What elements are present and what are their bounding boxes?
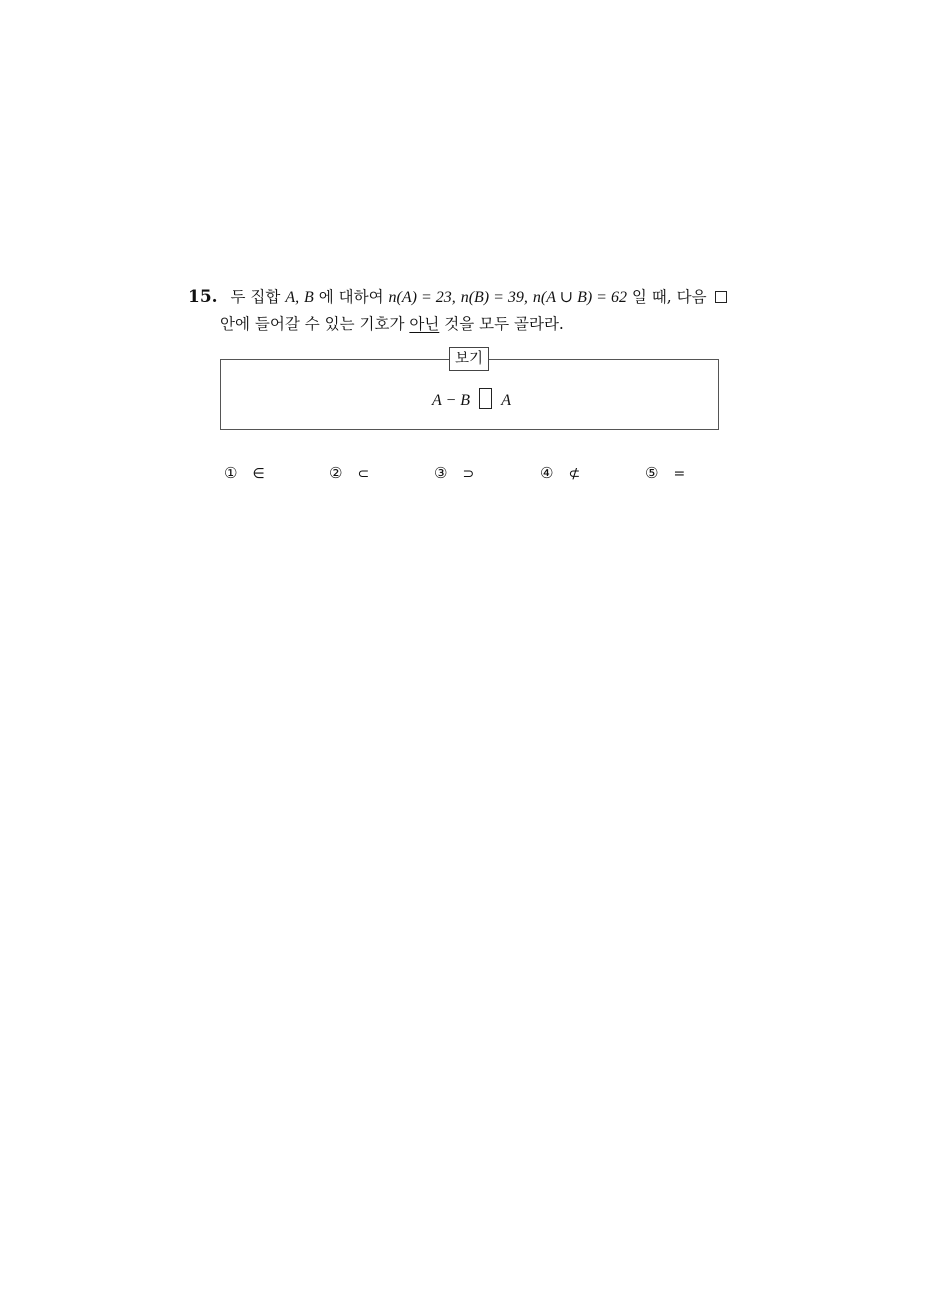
underlined-word: 아닌 — [409, 315, 440, 333]
choice-1[interactable] — [224, 461, 265, 486]
expression-right: A — [501, 392, 512, 409]
choice-number: ② — [329, 464, 343, 482]
question-text-start: 두 집합 — [230, 288, 281, 306]
n-b-equation: n(B) = 39, — [460, 289, 528, 306]
choice-4[interactable] — [540, 461, 580, 486]
choice-symbol: ∈ — [252, 466, 265, 482]
question-text-when: 일 때, 다음 — [631, 288, 707, 306]
choice-number: ④ — [540, 464, 554, 482]
choice-2[interactable] — [329, 461, 369, 486]
question-line-2 — [220, 313, 564, 335]
question-line-1 — [188, 286, 727, 309]
set-a: A, — [285, 289, 300, 306]
expression-blank-icon — [479, 388, 492, 409]
question-number: 15. — [188, 287, 218, 307]
example-expression — [432, 388, 511, 413]
blank-square-icon — [715, 291, 727, 303]
choice-5[interactable] — [645, 461, 685, 486]
choice-number: ⑤ — [645, 464, 659, 482]
example-box-label: 보기 — [449, 347, 489, 371]
choice-symbol: = — [673, 466, 686, 482]
choice-number: ① — [224, 464, 238, 482]
n-aub-equation: n(A ∪ B) = 62 — [532, 289, 627, 306]
n-a-equation: n(A) = 23, — [388, 289, 456, 306]
question-text-about: 에 대하여 — [318, 288, 384, 306]
choice-number: ③ — [434, 464, 448, 482]
choice-symbol: ⊃ — [462, 466, 475, 482]
question-text-line2: 안에 들어갈 수 있는 기호가 — [220, 315, 405, 333]
expression-left: A − B — [432, 392, 471, 409]
set-b: B — [304, 289, 314, 306]
choice-symbol: ⊂ — [357, 466, 370, 482]
question-text-line2-end: 것을 모두 골라라. — [444, 315, 564, 333]
choice-symbol: ⊄ — [568, 466, 581, 482]
choice-3[interactable] — [434, 461, 474, 486]
